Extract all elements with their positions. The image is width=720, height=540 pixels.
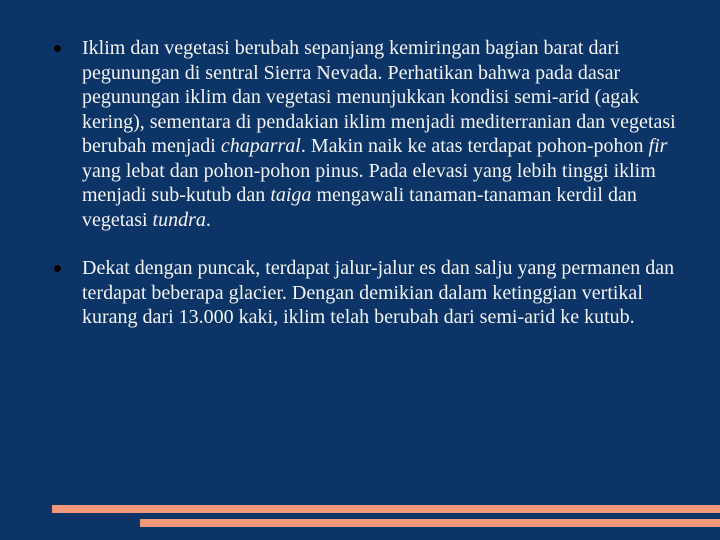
- bullet-item: [52, 256, 682, 330]
- bullet-dot-icon: [54, 45, 61, 52]
- bullet-list: [52, 36, 682, 354]
- decorative-bar-bottom: [140, 519, 720, 527]
- bullet-text: Iklim dan vegetasi berubah sepanjang kemiringan bagian barat dari pegunungan di sentral Sierra Nevada. Perhatikan bahwa pada dasar pegunungan iklim dan vegetasi menunjukkan kondisi semi-arid (agak kering), sementara di pendakian iklim menjadi mediterranian dan vegetasi berubah menjadi chaparral. Makin naik ke atas terdapat pohon-pohon fir yang lebat dan pohon-pohon pinus. Pada elevasi yang lebih tinggi iklim menjadi sub-kutub dan taiga mengawali tanaman-tanaman kerdil dan vegetasi tundra.: [82, 37, 676, 231]
- bullet-dot-icon: [54, 265, 61, 272]
- decorative-bar-top: [52, 505, 720, 513]
- bullet-text: Dekat dengan puncak, terdapat jalur-jalur es dan salju yang permanen dan terdapat beberapa glacier. Dengan demikian dalam ketinggian vertikal kurang dari 13.000 kaki, iklim telah berubah dari semi-arid ke kutub.: [82, 257, 675, 328]
- bullet-item: [52, 36, 682, 232]
